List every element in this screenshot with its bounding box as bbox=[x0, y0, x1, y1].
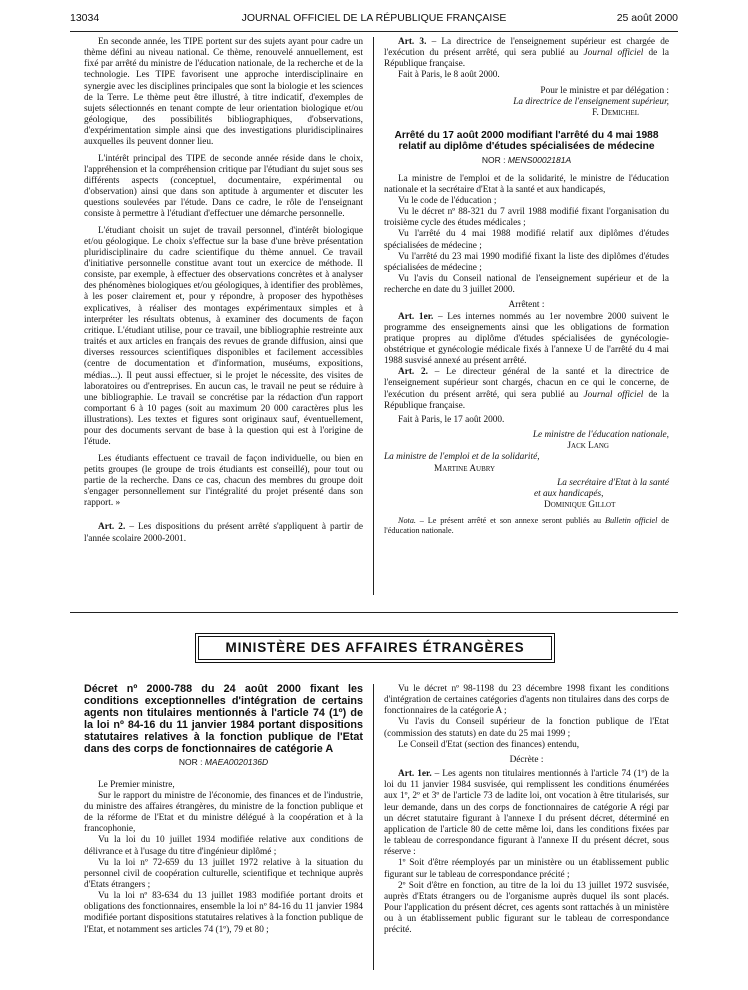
col2-bottom bbox=[384, 684, 669, 936]
article-1 bbox=[384, 769, 669, 858]
article-1 bbox=[384, 312, 669, 368]
visa: Vu l'arrêté du 23 mai 1990 modifié fixant la liste des diplômes d'études spécialisées de médecine ; bbox=[384, 251, 669, 273]
article-text: – Les dispositions du présent arrêté s'appliquent à partir de l'année scolaire 2000-2001. bbox=[84, 522, 363, 544]
article-2 bbox=[84, 522, 363, 544]
issue-date: 25 août 2000 bbox=[616, 12, 678, 24]
list-item: 2º Soit d'être en fonction, au titre de la loi du 13 juillet 1972 susvisée, auprès d'Etats étrangers ou de l'organisme auprès duquel ils sont placés. Pour l'application du présent décret, ces agents sont rattachés à un ministère ou à un établissement public figurant sur le tableau de correspondance précité. bbox=[384, 880, 669, 936]
journal-title: JOURNAL OFFICIEL DE LA RÉPUBLIQUE FRANÇAISE bbox=[241, 12, 507, 24]
fait-date: Fait à Paris, le 8 août 2000. bbox=[398, 70, 500, 81]
nota-label: Nota. bbox=[398, 516, 416, 526]
article-text: – Le directeur général de la santé et la directrice de l'enseignement supérieur sont chargés, chacun en ce qui le concerne, de l'exécution du présent arrêté, qui sera publié au bbox=[384, 367, 669, 400]
visa: Le Conseil d'Etat (section des finances) entendu, bbox=[398, 739, 580, 750]
visa: Vu la loi du 10 juillet 1934 modifiée relative aux conditions de délivrance et à l'usage du titre d'ingénieur diplômé ; bbox=[84, 835, 363, 857]
visa: Vu l'arrêté du 4 mai 1988 modifié relatif aux diplômes d'études spécialisées de médecine ; bbox=[384, 229, 669, 251]
signatory-name: Martine Aubry bbox=[434, 463, 496, 474]
visa: Vu le code de l'éducation ; bbox=[398, 195, 497, 206]
col2-top bbox=[384, 37, 669, 535]
article-text: – La directrice de l'enseignement supérieur est chargée de l'exécution du présent arrêté, qui sera publié au bbox=[384, 37, 669, 59]
signatory-title-2: et aux handicapés, bbox=[534, 488, 604, 499]
visa: Vu l'avis du Conseil national de l'enseignement supérieur et de la recherche en date du 3 juillet 2000. bbox=[384, 274, 669, 296]
signatory-name: Dominique Gillot bbox=[544, 500, 616, 511]
section-title: MINISTÈRE DES AFFAIRES ÉTRANGÈRES bbox=[198, 636, 552, 660]
page-number: 13034 bbox=[70, 12, 100, 24]
article-text-end: de la République française. bbox=[384, 48, 670, 70]
nor-code: MENS0002181A bbox=[507, 154, 572, 165]
article-label: Art. 2. bbox=[98, 522, 126, 533]
nor-label: NOR : bbox=[481, 154, 508, 165]
article-text: – Les internes nommés au 1er novembre 2000 suivent le programme des enseignements ainsi que les obligations de formation pratique propres au diplôme d'études spécialisées de gynécologie-obstétrique et gynécologie médicale fixés à l'annexe U de l'arrêté du 4 mai 1988 susvisé annexé au présent arrêté. bbox=[384, 311, 669, 367]
fait-date: Fait à Paris, le 17 août 2000. bbox=[398, 414, 505, 425]
decret-title: Décret nº 2000-788 du 24 août 2000 fixant les conditions exceptionnelles d'intégration de certains agents non titulaires mentionnés à l'article 74 (1º) de la loi nº 84-16 du 11 janvier 1984 portant dispositions statutaires relatives à la fonction publique de l'Etat dans des corps de fonctionnaires de catégorie A bbox=[84, 683, 363, 755]
article-3 bbox=[384, 37, 669, 70]
list-item: 1º Soit d'être réemployés par un ministère ou un établissement public figurant sur le tableau de correspondance précité ; bbox=[384, 858, 669, 880]
nor-label: NOR : bbox=[178, 757, 205, 768]
paragraph: Les étudiants effectuent ce travail de façon individuelle, ou bien en petits groupes (le groupe de trois étudiants est conseillé), pour tout ou partie de la recherche. Dans ce cas, chacun des membres du groupe doit s'engager personnellement sur l'intégralité du projet présenté dans son rapport. » bbox=[84, 453, 363, 509]
nota-text: – Le présent arrêté et son annexe seront publiés au bbox=[415, 516, 605, 526]
paragraph: L'étudiant choisit un sujet de travail personnel, d'intérêt biologique et/ou géologique. Le choix s'effectue sur la base d'une brève présentation pluridisciplinaire du cadre scientifique du thème annuel. Ce travail d'initiative personnelle constitue avant tout un exercice de méthode. Il consiste, par exemple, à effectuer des observations concrètes et à analyser des phénomènes biologiques et/ou géologiques, à identifier des problèmes, à les poser clairement et, pour y répondre, à proposer des hypothèses explicatives, à réaliser des montages expérimentaux simples et à interpréter les résultats obtenus, à examiner des documents de façon critique. L'étudiant utilise, pour ce travail, une bibliographie restreinte aux traités et aux articles en français des revues de grande diffusion, ainsi que diverses ressources scientifiques disponibles et facilement accessibles (centre de documentation et d'information, muséums, expositions, médias...). Il peut aussi effectuer, si le projet le nécessite, des visites de laboratoires ou d'entreprises. En aucun cas, le travail ne peut se réduire à une bibliographie. Le travail se concrétise par la rédaction d'un rapport comportant 6 à 10 pages (soit au maximum 20 000 caractères plus les illustrations). Les textes et figures sont originaux sauf, éventuellement, pour des documents servant de base à la question qui est à l'origine de l'étude. bbox=[84, 225, 363, 448]
delegation-line: Pour le ministre et par délégation : bbox=[540, 85, 669, 96]
article-label: Art. 1er. bbox=[398, 311, 434, 322]
visa: La ministre de l'emploi et de la solidarité, le ministre de l'éducation nationale et la secrétaire d'Etat à la santé et aux handicapés, bbox=[384, 173, 669, 195]
article-label: Art. 2. bbox=[398, 367, 428, 378]
signatory-title: La secrétaire d'Etat à la santé bbox=[557, 477, 669, 488]
signatory-name: F. Demichel bbox=[592, 107, 639, 118]
paragraph: L'intérêt principal des TIPE de seconde année réside dans le choix, l'appréhension et la compréhension critique par l'étudiant du sujet sous ses différents aspects (conceptuel, documentaire, expérimental ou d'observation) ainsi que dans son aptitude à argumenter et discuter les questions soulevées par l'étude. Dans ce cadre, le rôle de l'enseignant consiste à permettre à l'étudiant d'effectuer une démarche personnelle. bbox=[84, 153, 363, 220]
bulletin-ref: Bulletin officiel bbox=[604, 516, 658, 526]
article-text: – Les agents non titulaires mentionnés à l'article 74 (1º) de la loi du 11 janvier 1984 susvisée, qui remplissent les conditions énumérées aux 1º, 2º et 3º de l'article 73 de ladite loi, ont vocation à être titularisés, sur leur demande, dans un des corps de fonctionnaires de catégorie A régi par un décret statutaire figurant à l'annexe I du présent décret, déterminé en application de l'article 80 de cette même loi, dans les conditions fixées par le tableau de correspondance figurant à l'annexe II du présent décret, sous réserve : bbox=[384, 769, 669, 858]
column-divider bbox=[373, 684, 374, 970]
journal-ref: Journal officiel bbox=[583, 48, 644, 59]
visa: Sur le rapport du ministre de l'économie, des finances et de l'industrie, du ministre des affaires étrangères, du ministre de la fonction publique et de la réforme de l'Etat et du ministre délégué à la coopération et à la francophonie, bbox=[84, 790, 363, 835]
signatory-title: Le ministre de l'éducation nationale, bbox=[532, 430, 669, 441]
paragraph: En seconde année, les TIPE portent sur des sujets ayant pour cadre un thème défini au niveau national. Ce thème, renouvelé annuellement, est fixé par arrêté du ministre de l'éducation nationale, de la recherche et de la technologie. Les TIPE favorisent une approche interdisciplinaire en synergie avec les disciplines principales que sont la biologie et les sciences de la Terre. Le thème peut être illustré, à titre indicatif, d'exemples de sujets sélectionnés en tenant compte de leur orientation biologique et/ou géologique, des possibilités bibliographiques, d'observations, d'expérimentation simple ainsi que des investigations pluridisciplinaires auxquelles ils peuvent donner lieu. bbox=[84, 37, 363, 148]
journal-ref: Journal officiel bbox=[583, 389, 644, 400]
nota-text-end: de l'éducation nationale. bbox=[384, 516, 669, 535]
visa: Vu le décret nº 98-1198 du 23 décembre 1998 fixant les conditions d'intégration de certaines catégories d'agents non titulaires dans des corps de fonctionnaires de la catégorie A ; bbox=[384, 684, 669, 717]
visa: Vu la loi nº 72-659 du 13 juillet 1972 relative à la situation du personnel civil de coopération culturelle, scientifique et technique auprès d'Etats étrangers ; bbox=[84, 857, 363, 890]
arrete-title: Arrêté du 17 août 2000 modifiant l'arrêté du 4 mai 1988 relatif au diplôme d'études spécialisées de médecine bbox=[394, 130, 659, 153]
signatory-title: La directrice de l'enseignement supérieur, bbox=[513, 96, 669, 107]
nor-code: MAEA0020136D bbox=[204, 757, 269, 768]
column-divider bbox=[373, 37, 374, 595]
article-label: Art. 3. bbox=[398, 37, 427, 47]
decrete: Décrète : bbox=[509, 754, 544, 765]
arretent: Arrêtent : bbox=[508, 300, 545, 311]
header-rule bbox=[70, 31, 678, 32]
page-header bbox=[70, 10, 678, 26]
signatory-title: La ministre de l'emploi et de la solidarité, bbox=[384, 452, 540, 463]
nor-reference bbox=[384, 155, 669, 166]
visa: Le Premier ministre, bbox=[98, 779, 175, 790]
visa: Vu la loi nº 83-634 du 13 juillet 1983 modifiée portant droits et obligations des fonctionnaires, ensemble la loi nº 84-16 du 11 janvier 1984 modifiée portant dispositions statutaires relatives à la fonction publique de l'Etat, et notamment ses articles 74 (1º), 79 et 80 ; bbox=[84, 891, 363, 935]
article-text-end: de la République française. bbox=[384, 389, 670, 411]
col1-bottom bbox=[84, 684, 363, 936]
visa: Vu l'avis du Conseil supérieur de la fonction publique de l'Etat (commission des statuts) en date du 25 mai 1999 ; bbox=[384, 717, 669, 739]
visa: Vu le décret nº 88-321 du 7 avril 1988 modifié fixant l'organisation du troisième cycle des études médicales ; bbox=[384, 207, 669, 229]
nota bbox=[384, 516, 669, 535]
col1-top bbox=[84, 37, 363, 545]
nor-reference bbox=[84, 757, 363, 768]
article-label: Art. 1er. bbox=[398, 769, 432, 780]
signatory-name: Jack Lang bbox=[567, 441, 609, 452]
section-rule bbox=[70, 612, 678, 613]
article-2 bbox=[384, 367, 669, 412]
